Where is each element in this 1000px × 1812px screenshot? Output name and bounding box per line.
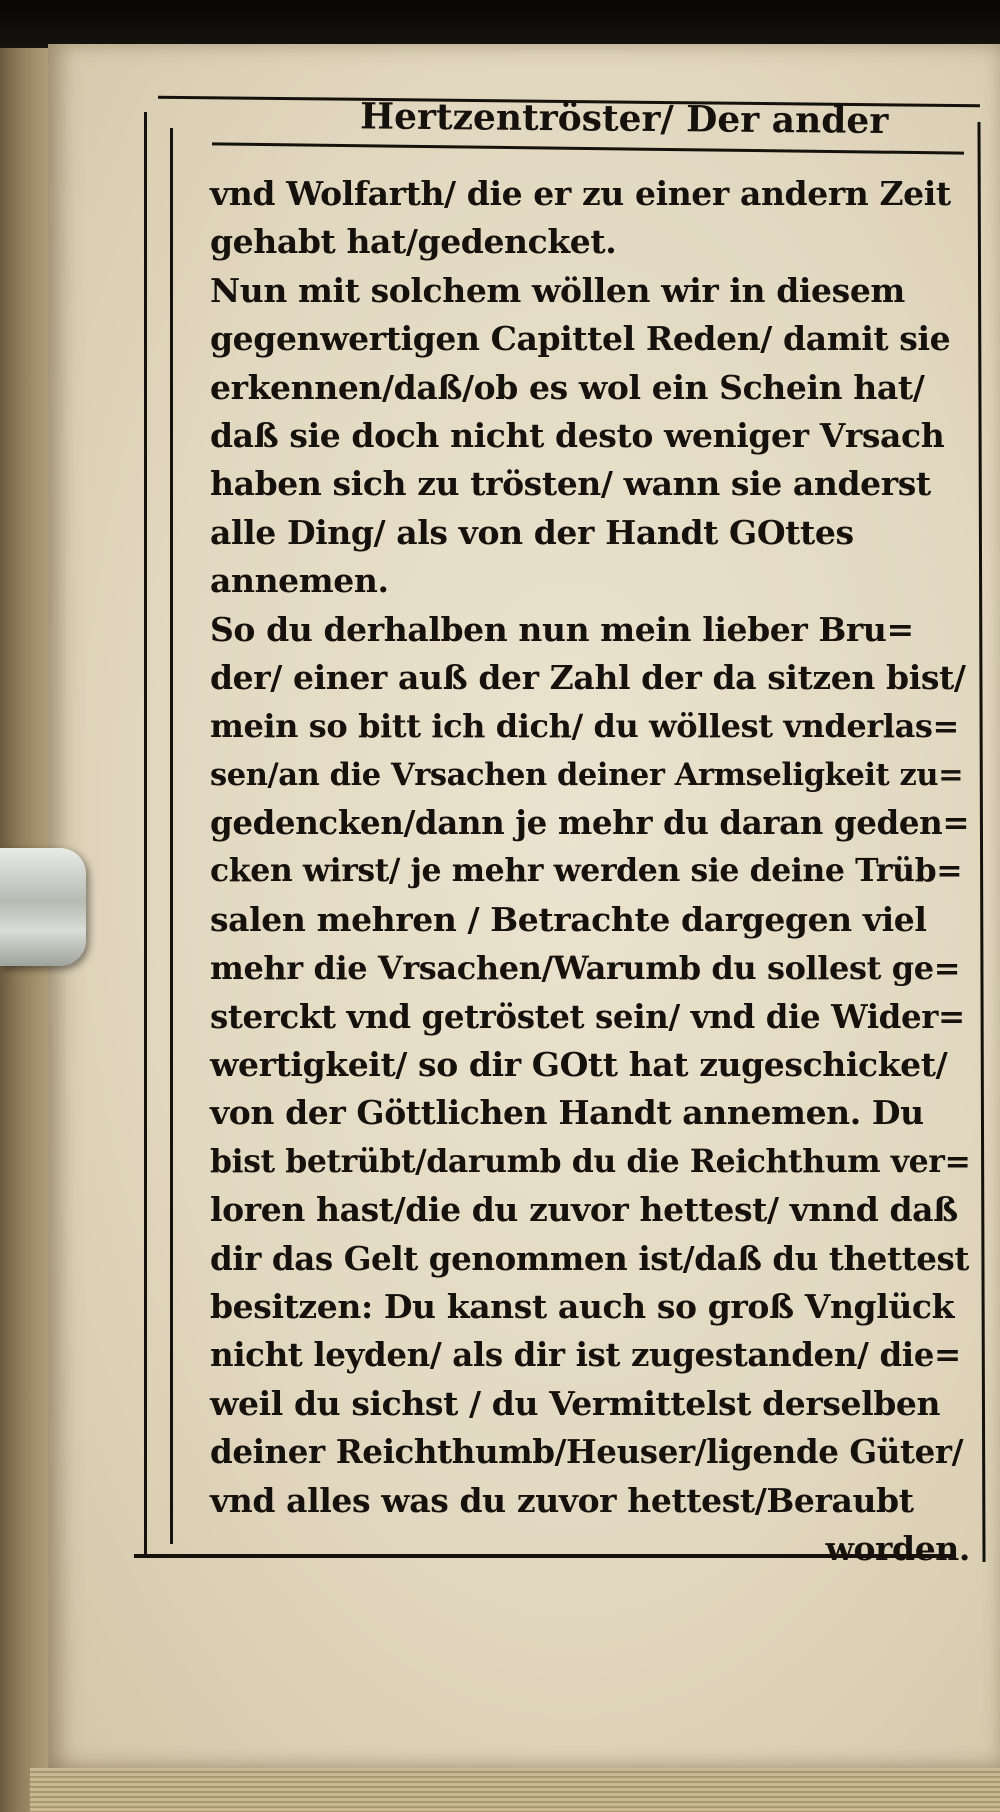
text-line: loren hast/die du zuvor hettest/ vnnd daß (210, 1190, 958, 1230)
text-line: besitzen: Du kanst auch so groß Vnglück (210, 1286, 955, 1326)
text-line: daß sie doch nicht desto weniger Vrsach (210, 415, 945, 455)
left-border-inner (170, 128, 173, 1544)
text-line: sterckt vnd getröstet sein/ vnd die Wider= (210, 996, 965, 1036)
left-border-outer (144, 112, 147, 1558)
text-line: worden. (825, 1528, 970, 1568)
text-line: gehabt hat/gedencket. (210, 222, 617, 262)
text-line: nicht leyden/ als dir ist zugestanden/ die= (210, 1335, 961, 1375)
text-line: vnd alles was du zuvor hettest/Beraubt (210, 1480, 914, 1520)
body-text (210, 170, 970, 1573)
text-line: sen/an die Vrsachen deiner Armseligkeit zu= (210, 756, 964, 793)
text-line: mehr die Vrsachen/Warumb du sollest ge= (210, 949, 961, 988)
text-line: erkennen/daß/ob es wol ein Schein hat/ (210, 367, 925, 407)
text-line: bist betrübt/darumb du die Reichthum ver= (210, 1142, 971, 1180)
text-line: So du derhalben nun mein lieber Bru= (210, 609, 914, 649)
text-line: der/ einer auß der Zahl der da sitzen bist/ (210, 657, 966, 697)
text-line: gegenwertigen Capittel Reden/ damit sie (210, 319, 951, 359)
text-line: salen mehren / Betrachte dargegen viel (210, 899, 927, 939)
text-line: deiner Reichthumb/Heuser/ligende Güter/ (210, 1432, 964, 1472)
page-edges (30, 1768, 1000, 1812)
text-line: mein so bitt ich dich/ du wöllest vnderlas= (210, 707, 959, 746)
text-line: wertigkeit/ so dir GOtt hat zugeschicket/ (210, 1045, 948, 1085)
text-line: von der Göttlichen Handt annemen. Du (210, 1093, 924, 1133)
text-line: dir das Gelt genommen ist/daß du thettest (210, 1238, 970, 1278)
text-line: haben sich zu trösten/ wann sie anderst (210, 464, 931, 504)
bookmark-clip (0, 848, 86, 966)
text-line: gedencken/dann je mehr du daran geden= (210, 803, 970, 843)
text-line: Nun mit solchem wöllen wir in diesem (210, 270, 905, 310)
text-line: vnd Wolfarth/ die er zu einer andern Zeit (210, 174, 951, 213)
text-line: annemen. (210, 561, 389, 601)
text-line: weil du sichst / du Vermittelst derselben (210, 1383, 941, 1423)
text-line: alle Ding/ als von der Handt GOttes (210, 512, 854, 552)
running-head: Hertzentröster/ Der ander (359, 95, 889, 142)
text-line: cken wirst/ je mehr werden sie deine Trüb= (210, 852, 963, 890)
